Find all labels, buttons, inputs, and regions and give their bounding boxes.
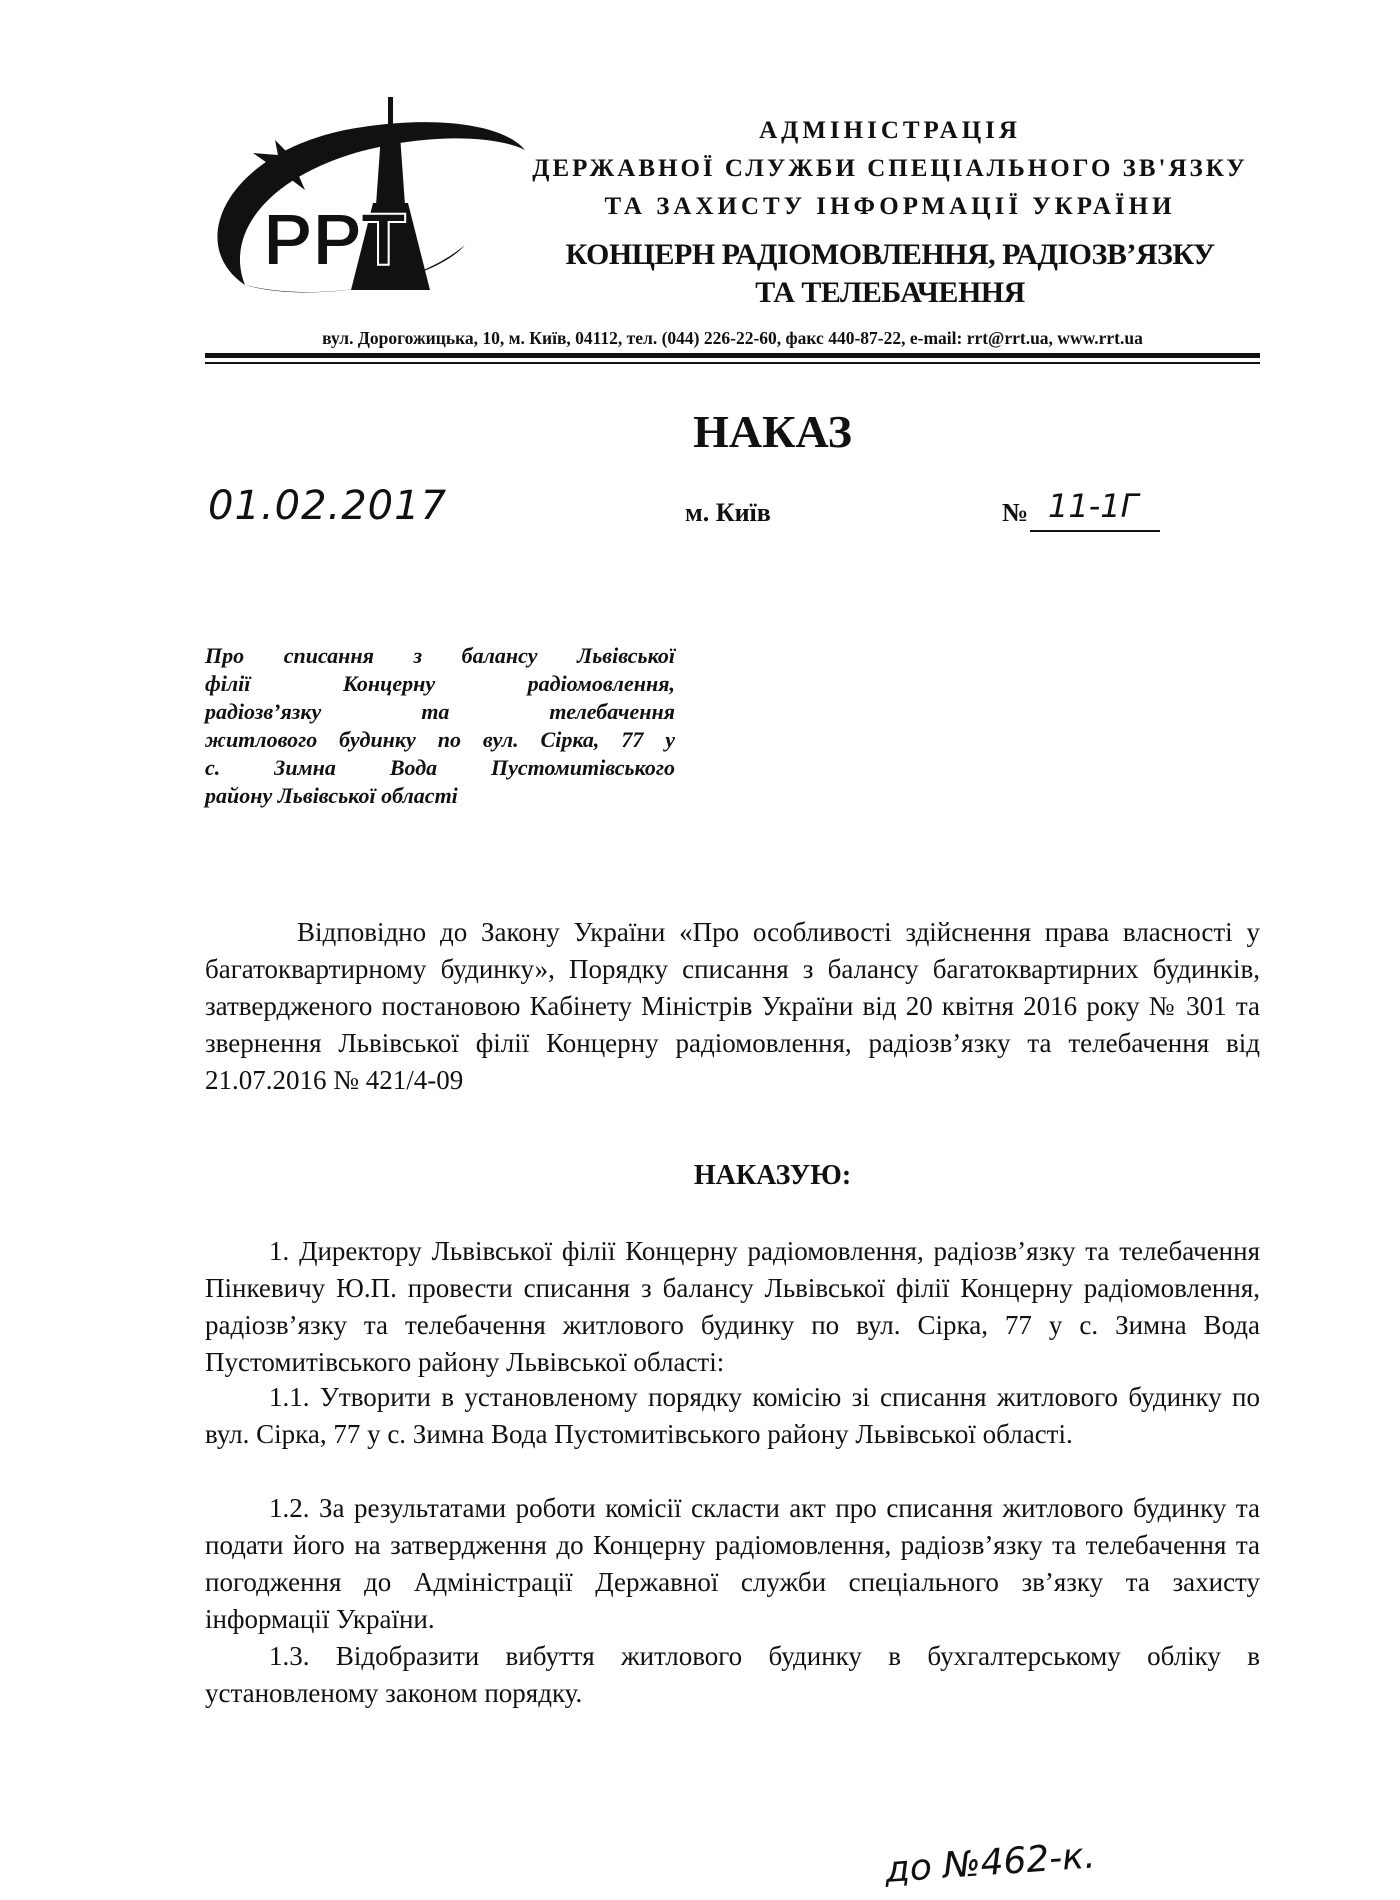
header-line-3: ТА ЗАХИСТУ ІНФОРМАЦІЇ УКРАЇНИ [604, 193, 1176, 220]
subject-line: Про списання з балансу Львівської [205, 643, 675, 668]
rrt-logo [205, 95, 530, 305]
order-item-1-1: 1.1. Утворити в установленому порядку комісію зі списання житлового будинку по вул. Сірка, 77 у с. Зимна Вода Пустомитівського району Львівської області. [205, 1382, 1260, 1449]
order-subject [205, 642, 675, 810]
handwritten-date: 01.02.2017 [208, 483, 448, 529]
subject-line: житлового будинку по вул. Сірка, 77 у [205, 727, 675, 752]
subject-line: філії Концерну радіомовлення, [205, 671, 675, 696]
city: м. Київ [685, 498, 771, 527]
org-name-line-1: КОНЦЕРН РАДІОМОВЛЕННЯ, РАДІОЗВ’ЯЗКУ [565, 238, 1215, 271]
header-line-1: АДМІНІСТРАЦІЯ [759, 117, 1021, 144]
handwritten-number: 11-1Г [1048, 487, 1139, 525]
header-line-2: ДЕРЖАВНОЇ СЛУЖБИ СПЕЦІАЛЬНОГО ЗВ'ЯЗКУ [532, 155, 1248, 182]
order-item-1-2: 1.2. За результатами роботи комісії скласти акт про списання житлового будинку та подати його на затвердження до Концерну радіомовлення, радіозв’язку та телебачення та погодження до Адміністрації Державної служби спеціального зв’язку та захисту інформації України. [205, 1493, 1260, 1634]
subject-line: с. Зимна Вода Пустомитівського [205, 755, 675, 780]
number-underline [1030, 530, 1160, 532]
subject-line: району Львівської області [205, 783, 458, 808]
order-heading: НАКАЗУЮ: [693, 1160, 852, 1191]
preamble-paragraph: Відповідно до Закону України «Про особливості здійснення права власності у багатоквартирному будинку», Порядку списання з балансу багатоквартирних будинків, затвердженого постановою Кабінету Міністрів України від 20 квітня 2016 року № 301 та звернення Львівської філії Концерну радіомовлення, радіозв’язку та телебачення від 21.07.2016 № 421/4-09 [205, 917, 1260, 1095]
number-label: № [1002, 498, 1029, 527]
document-type-title: НАКАЗ [693, 406, 852, 457]
subject-line: радіозв’язку та телебачення [205, 699, 675, 724]
letterhead [520, 112, 1260, 312]
logo-letters: РРТ [263, 198, 406, 281]
order-item-1-3: 1.3. Відобразити вибуття житлового будинку в бухгалтерському обліку в установленому законом порядку. [205, 1641, 1260, 1708]
handwritten-note: до №462-к. [883, 1835, 1097, 1891]
org-name-line-2: ТА ТЕЛЕБАЧЕННЯ [755, 276, 1025, 309]
header-rule-thin [205, 362, 1260, 364]
contacts-line: вул. Дорогожицька, 10, м. Київ, 04112, тел. (044) 226-22-60, факс 440-87-22, e-mail: rrt@rrt.ua, www.rrt.ua [322, 328, 1143, 348]
header-rule-thick [205, 353, 1260, 358]
order-item-1: 1. Директору Львівської філії Концерну радіомовлення, радіозв’язку та телебачення Пінкевичу Ю.П. провести списання з балансу Львівської філії Концерну радіомовлення, радіозв’язку та телебачення житлового будинку по вул. Сірка, 77 у с. Зимна Вода Пустомитівського району Львівської області: [205, 1236, 1260, 1377]
